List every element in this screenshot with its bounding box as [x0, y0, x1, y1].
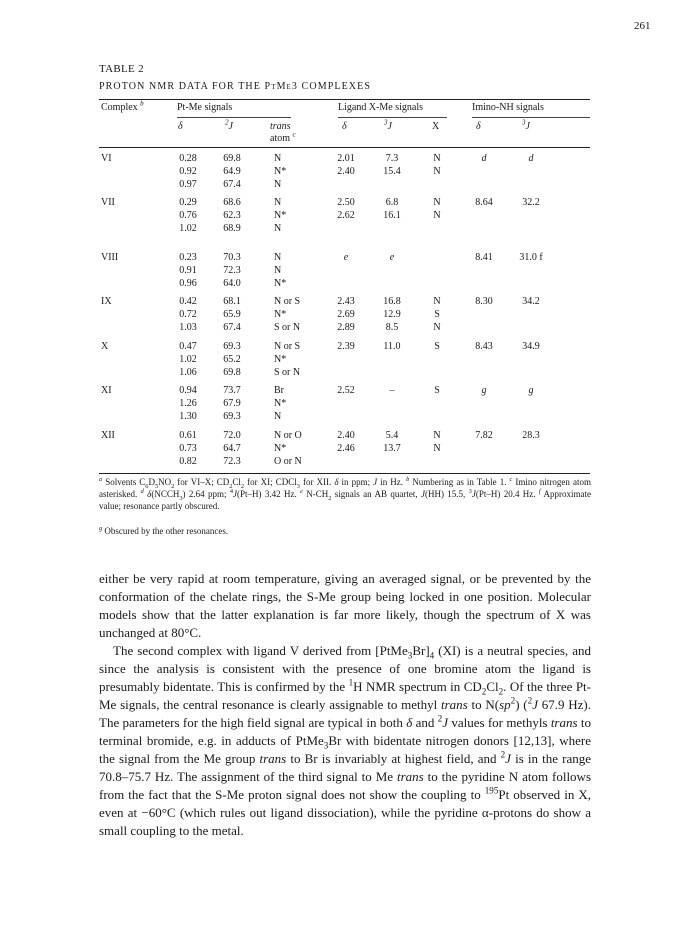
pt-me-2j: 62.3: [223, 210, 241, 221]
pt-me-delta: 1.30: [179, 411, 197, 422]
pt-me-delta: 0.47: [179, 341, 197, 352]
paragraph-1: either be very rapid at room temperature, giving an averaged signal, or be prevented by the conformation of the chelate rings, the S-Me group being locked in one position. Molecular models show that the latter explanation is far more likely, though the spectrum of X was unchanged at 80°C.: [99, 571, 591, 640]
pt-me-delta: 0.91: [179, 265, 197, 276]
pt-me-2j: 67.4: [223, 179, 241, 190]
imino-3j: 34.2: [522, 296, 540, 307]
header-underline-ligand: [338, 117, 447, 118]
pt-me-2j: 68.1: [223, 296, 241, 307]
ligand-delta: 2.50: [337, 197, 355, 208]
table-bottom-rule: [99, 473, 590, 474]
header-delta-nh: δ: [476, 121, 481, 132]
ligand-delta: 2.52: [337, 385, 355, 396]
pt-me-2j: 67.9: [223, 398, 241, 409]
pt-me-delta: 0.73: [179, 443, 197, 454]
pt-me-delta: 1.02: [179, 354, 197, 365]
header-trans-atom: trans atom $^c$: [270, 121, 296, 144]
pt-me-2j: 72.3: [223, 456, 241, 467]
complex-label: XII: [101, 430, 115, 441]
trans-atom: N: [274, 179, 282, 190]
imino-delta: 8.43: [475, 341, 493, 352]
ligand-3j: 16.1: [383, 210, 401, 221]
trans-atom: S or N: [274, 322, 301, 333]
pt-me-2j: 70.3: [223, 252, 241, 263]
page-number: 261: [634, 20, 651, 32]
ligand-x: N: [433, 197, 441, 208]
pt-me-delta: 0.97: [179, 179, 197, 190]
pt-me-delta: 1.06: [179, 367, 197, 378]
complex-label: IX: [101, 296, 112, 307]
trans-atom: N: [274, 223, 282, 234]
trans-atom: N: [274, 265, 282, 276]
pt-me-2j: 72.3: [223, 265, 241, 276]
trans-atom: N: [274, 197, 282, 208]
pt-me-delta: 0.76: [179, 210, 197, 221]
ligand-x: S: [434, 309, 440, 320]
complex-label: X: [101, 341, 109, 352]
pt-me-2j: 69.8: [223, 153, 241, 164]
imino-3j: g: [528, 385, 534, 396]
pt-me-2j: 69.3: [223, 411, 241, 422]
header-ligand: Ligand X-Me signals: [338, 102, 423, 113]
ligand-delta: 2.40: [337, 166, 355, 177]
trans-atom: N*: [274, 166, 287, 177]
pt-me-2j: 69.3: [223, 341, 241, 352]
header-j3-lig: $^3$J: [384, 118, 392, 132]
header-underline-imino: [472, 117, 590, 118]
imino-delta: 8.41: [475, 252, 493, 263]
trans-atom: N*: [274, 443, 287, 454]
trans-atom: N or S: [274, 341, 301, 352]
ligand-x: N: [433, 296, 441, 307]
ligand-delta: e: [343, 252, 349, 263]
pt-me-delta: 0.72: [179, 309, 197, 320]
header-imino: Imino-NH signals: [472, 102, 544, 113]
ligand-3j: e: [389, 252, 395, 263]
ligand-delta: 2.39: [337, 341, 355, 352]
pt-me-delta: 0.92: [179, 166, 197, 177]
ligand-delta: 2.62: [337, 210, 355, 221]
trans-atom: N*: [274, 210, 287, 221]
pt-me-delta: 1.02: [179, 223, 197, 234]
trans-atom: Br: [274, 385, 284, 396]
trans-atom: N or O: [274, 430, 302, 441]
trans-atom: N: [274, 411, 282, 422]
pt-me-delta: 0.94: [179, 385, 197, 396]
trans-atom: N: [274, 252, 282, 263]
trans-atom: N*: [274, 354, 287, 365]
trans-atom: N*: [274, 278, 287, 289]
paragraph-2: The second complex with ligand V derived from $[PtMe_3Br]_4$ (XI) is a neutral species, and since the analysis is consistent with the presence of one bromine atom the ligand is presumably bidentate. This is confirmed by the $^1$H NMR spectrum in $CD_2Cl_2$. Of the three Pt-Me signals, the central resonance is clearly assignable to methyl trans to $N(sp^2)$ ($^2$J 67.9 Hz). The parameters for the high field signal are typical in both δ and $^2$J values for methyls trans to terminal bromide, e.g. in adducts of PtMe$_3$Br with bidentate nitrogen donors [12,13], where the signal from the Me group trans to Br is invariably at highest field, and $^2$J is in the range 70.8–75.7 Hz. The assignment of the third signal to Me trans to the pyridine N atom follows from the fact that the S-Me proton signal does not show the coupling to $^{195}$Pt observed in X, even at −60°C (which rules out ligand dissociation), while the pyridine α-protons do show a small coupling to the metal.: [99, 643, 592, 838]
header-j3-nh: $^3$J: [522, 118, 530, 132]
imino-3j: d: [528, 153, 534, 164]
header-complex: Complex $^b$: [101, 99, 144, 113]
ligand-3j: 7.3: [385, 153, 399, 164]
table-header-rule: [99, 147, 590, 148]
pt-me-2j: 64.9: [223, 166, 241, 177]
complex-label: VI: [101, 153, 112, 164]
header-ptme: Pt-Me signals: [177, 102, 233, 113]
complex-label: VIII: [101, 252, 119, 263]
imino-delta: g: [481, 385, 487, 396]
ligand-delta: 2.46: [337, 443, 355, 454]
trans-atom: N or S: [274, 296, 301, 307]
pt-me-delta: 1.26: [179, 398, 197, 409]
ligand-x: N: [433, 443, 441, 454]
trans-atom: N*: [274, 309, 287, 320]
pt-me-2j: 65.2: [223, 354, 241, 365]
ligand-x: N: [433, 166, 441, 177]
pt-me-delta: 1.03: [179, 322, 197, 333]
trans-atom: N: [274, 153, 282, 164]
pt-me-2j: 64.0: [223, 278, 241, 289]
ligand-3j: 6.8: [385, 197, 399, 208]
pt-me-delta: 0.42: [179, 296, 197, 307]
ligand-delta: 2.01: [337, 153, 355, 164]
ligand-x: N: [433, 210, 441, 221]
imino-3j: 28.3: [522, 430, 540, 441]
ligand-3j: 16.8: [383, 296, 401, 307]
ligand-delta: 2.43: [337, 296, 355, 307]
ligand-3j: –: [389, 385, 395, 396]
table-top-rule: [99, 99, 590, 100]
trans-atom: S or N: [274, 367, 301, 378]
footnote-2: $^g$ Obscured by the other resonances.: [99, 525, 229, 536]
imino-delta: 8.64: [475, 197, 493, 208]
pt-me-delta: 0.82: [179, 456, 197, 467]
complex-label: XI: [101, 385, 112, 396]
ligand-3j: 15.4: [383, 166, 401, 177]
trans-atom: O or N: [274, 456, 302, 467]
ligand-3j: 8.5: [385, 322, 399, 333]
ligand-3j: 5.4: [385, 430, 399, 441]
header-delta-lig: δ: [342, 121, 347, 132]
pt-me-delta: 0.23: [179, 252, 197, 263]
imino-3j: 31.0 f: [519, 252, 543, 263]
header-underline-ptme: [177, 117, 291, 118]
ligand-x: N: [433, 153, 441, 164]
pt-me-delta: 0.29: [179, 197, 197, 208]
ligand-delta: 2.69: [337, 309, 355, 320]
trans-atom: N*: [274, 398, 287, 409]
pt-me-2j: 68.6: [223, 197, 241, 208]
pt-me-2j: 73.7: [223, 385, 241, 396]
ligand-x: S: [434, 385, 440, 396]
ligand-delta: 2.89: [337, 322, 355, 333]
ligand-x: N: [433, 430, 441, 441]
imino-3j: 34.9: [522, 341, 540, 352]
ligand-x: N: [433, 322, 441, 333]
pt-me-2j: 64.7: [223, 443, 241, 454]
header-x: X: [432, 121, 440, 132]
pt-me-2j: 72.0: [223, 430, 241, 441]
footnote-1: $^a$ Solvents $C_6D_5NO_2$ for VI–X; $CD_2Cl_2$ for XI; CDCl$_3$ for XII. δ in ppm; J in Hz. $^b$ Numbering as in Table 1. $^c$ Imino nitrogen atom asterisked. $^d$ $\delta(NCCH_3)$ 2.64 ppm; $^4$J(Pt–H) 3.42 Hz. $^e$ $N-CH_2$ signals an AB quartet, J(HH) 15.5, $^3$J(Pt–H) 20.4 Hz. $^f$ Approximate value; resonance partly obscured.: [99, 476, 592, 511]
ligand-x: S: [434, 341, 440, 352]
imino-delta: 7.82: [475, 430, 493, 441]
ligand-3j: 12.9: [383, 309, 401, 320]
ligand-delta: 2.40: [337, 430, 355, 441]
body-text: [99, 570, 591, 840]
imino-delta: d: [481, 153, 487, 164]
ligand-3j: 13.7: [383, 443, 401, 454]
pt-me-2j: 68.9: [223, 223, 241, 234]
header-delta-pt: δ: [178, 121, 183, 132]
imino-delta: 8.30: [475, 296, 493, 307]
table-title: PROTON NMR DATA FOR THE PtMe3 COMPLEXES: [99, 81, 371, 92]
complex-label: VII: [101, 197, 115, 208]
pt-me-delta: 0.61: [179, 430, 197, 441]
imino-3j: 32.2: [522, 197, 540, 208]
pt-me-2j: 65.9: [223, 309, 241, 320]
ligand-3j: 11.0: [383, 341, 401, 352]
pt-me-2j: 69.8: [223, 367, 241, 378]
pt-me-2j: 67.4: [223, 322, 241, 333]
table-label: TABLE 2: [99, 63, 144, 75]
header-j2: $^2$J: [225, 118, 233, 132]
pt-me-delta: 0.96: [179, 278, 197, 289]
pt-me-delta: 0.28: [179, 153, 197, 164]
